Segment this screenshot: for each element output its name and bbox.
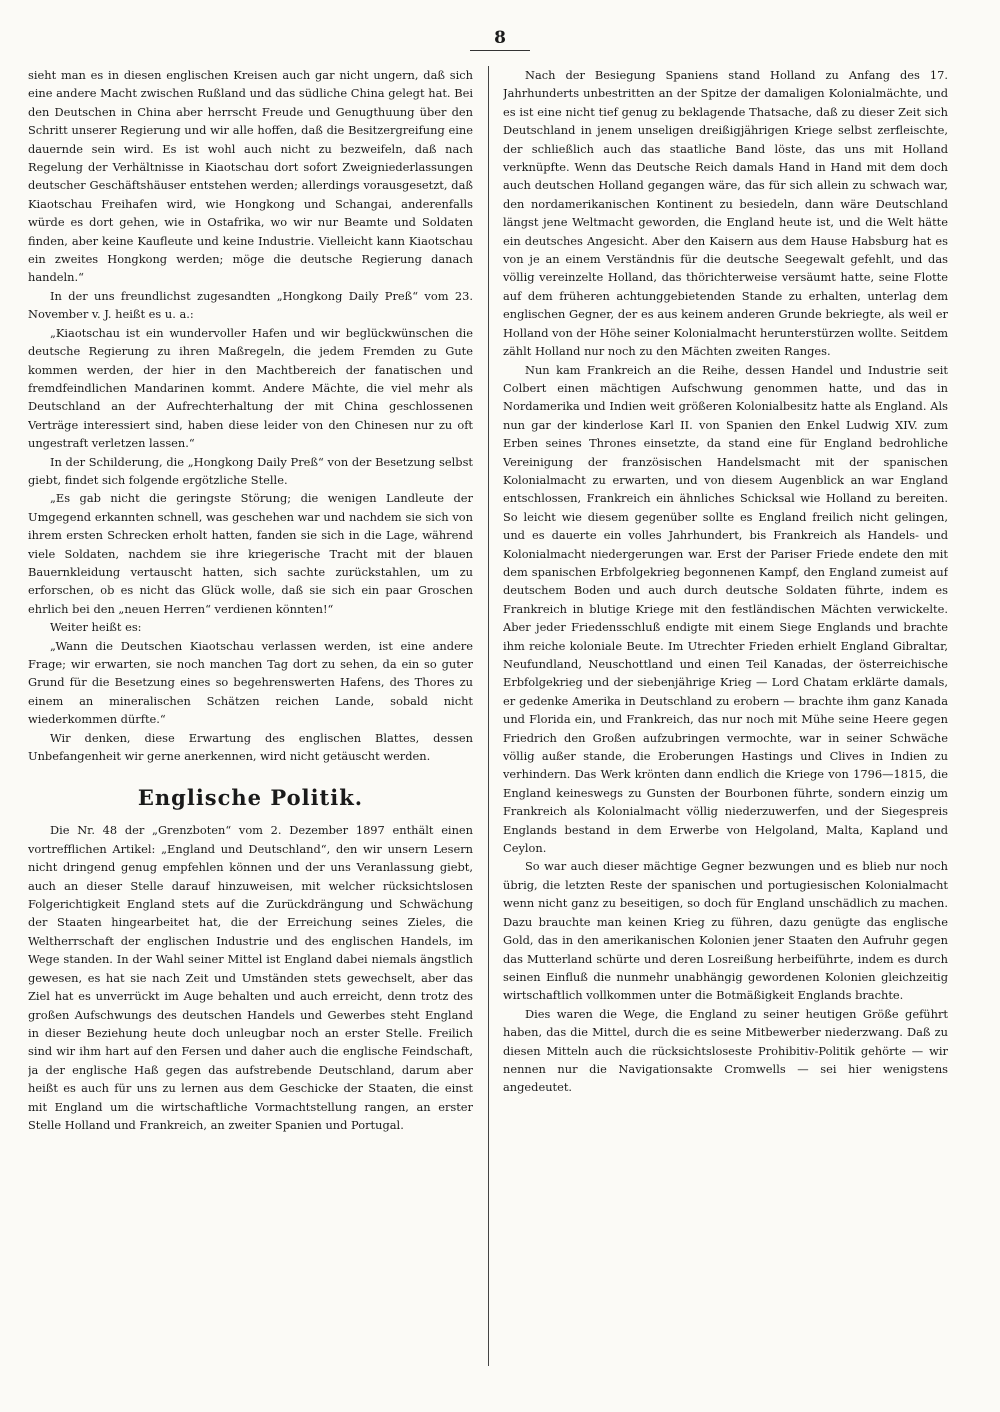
article-paragraph: Weiter heißt es:	[50, 620, 142, 635]
article-paragraph: So war auch dieser mächtige Gegner bezwungen und es blieb nur noch übrig, die letzten Reste der spanischen und portugiesischen Kolonialmacht wenn nicht ganz zu beseitigen, so doch für England unschädlich zu machen. Dazu brauchte man keinen Krieg zu führen, dazu genügte das englische Gold, das in den amerikanischen Kolonien jener Staaten den Aufruhr gegen das Mutterland schürte und deren Losreißung herbeiführte, indem es durch seinen Einfluß die nunmehr unabhängig gewordenen Kolonien gleichzeitig wirtschaftlich vollkommen unter die Botmäßigkeit Englands brachte.	[503, 859, 948, 1003]
left-column	[28, 66, 473, 1396]
article-paragraph: Wir denken, diese Erwartung des englischen Blattes, dessen Unbefangenheit wir gerne anerkennen, wird nicht getäuscht werden.	[28, 730, 473, 764]
section-heading: Englische Politik.	[137, 785, 364, 811]
quote-paragraph: „Wann die Deutschen Kiaotschau verlassen werden, ist eine andere Frage; wir erwarten, sie noch manchen Tag dort zu sehen, da ein so guter Grund für die Besetzung eines so begehrenswerten Hafens, des Thores zu einem an mineralischen Schätzen reichen Lande, sobald nicht wiederkommen dürfte.“	[28, 638, 473, 727]
quote-paragraph: „Es gab nicht die geringste Störung; die wenigen Landleute der Umgegend erkannten schnell, was geschehen war und nachdem sie sich von ihrem ersten Schrecken erholt hatten, fanden sie sich in die Lage, während viele Soldaten, nachdem sie ihre kriegerische Tracht mit der blauen Bauernkleidung vertauscht hatten, sich sachte zurückstahlen, um zu erforschen, ob es nicht das Glück wolle, daß sie sich ein paar Groschen ehrlich bei den „neuen Herren“ verdienen könnten!“	[28, 491, 473, 616]
quote-paragraph: „Kiaotschau ist ein wundervoller Hafen und wir beglückwünschen die deutsche Regierung zu ihren Maßregeln, die jedem Fremden zu Gute kommen werden, der hier in den Machtbereich der fanatischen und fremdfeindlichen Mandarinen kommt. Andere Mächte, die viel mehr als Deutschland an der Aufrechterhaltung der mit China geschlossenen Verträge interessiert sind, haben diese leider von den Chinesen nur zu oft ungestraft verletzen lassen.“	[28, 325, 473, 451]
article-paragraph: Die Nr. 48 der „Grenzboten“ vom 2. Dezember 1897 enthält einen vortrefflichen Artikel: „England und Deutschland“, den wir unsern Lesern nicht dringend genug empfehlen können und der uns Veranlassung giebt, auch an dieser Stelle darauf hinzuweisen, mit welcher rücksichtslosen Folgerichtigkeit England stets auf die Zurückdrängung und Schwächung der Staaten hingearbeitet hat, die der Erreichung seines Zieles, die Weltherrschaft der englischen Industrie und des englischen Handels, im Wege standen. In der Wahl seiner Mittel ist England dabei niemals ängstlich gewesen, es hat sie nach Zeit und Umständen stets gewechselt, aber das Ziel hat es unverrückt im Auge behalten und auch erreicht, denn trotz des großen Aufschwungs des deutschen Handels und Gewerbes steht England in dieser Beziehung heute doch unleugbar noch an erster Stelle. Freilich sind wir ihm hart auf den Fersen und daher auch die englische Feindschaft, ja der englische Haß gegen das aufstrebende Deutschland, darum aber heißt es auch für uns zu lernen aus dem Geschicke der Staaten, die einst mit England um die wirtschaftliche Vormachtstellung rangen, an erster Stelle Holland und Frankreich, an zweiter Spanien und Portugal.	[28, 823, 473, 1132]
article-paragraph: Dies waren die Wege, die England zu seiner heutigen Größe geführt haben, das die Mittel, durch die es seine Mitbewerber niederzwang. Daß zu diesen Mitteln auch die rücksichtsloseste Prohibitiv-Politik gehörte — wir nennen nur die Navigationsakte Cromwells — sei hier wenigstens angedeutet.	[503, 1006, 948, 1095]
article-paragraph: In der Schilderung, die „Hongkong Daily Preß“ von der Besetzung selbst giebt, findet sich folgende ergötzliche Stelle.	[28, 454, 473, 487]
page-number-rule	[470, 50, 530, 51]
article-paragraph: In der uns freundlichst zugesandten „Hongkong Daily Preß“ vom 23. November v. J. heißt es u. a.:	[28, 288, 473, 322]
article-paragraph: Nach der Besiegung Spaniens stand Holland zu Anfang des 17. Jahrhunderts unbestritten an der Spitze der damaligen Kolonialmächte, und es ist eine nicht tief genug zu beklagende Thatsache, daß zu dieser Zeit sich Deutschland in jenem unseligen dreißigjährigen Kriege selbst zerfleischte, der schließlich auch das staatliche Band löste, das uns mit Holland verknüpfte. Wenn das Deutsche Reich damals Hand in Hand mit dem doch auch deutschen Holland gegangen wäre, das für sich allein zu schwach war, den nordamerikanischen Kontinent zu besiedeln, dann wäre Deutschland längst jene Weltmacht geworden, die England heute ist, und die Welt hätte ein deutsches Angesicht. Aber den Kaisern aus dem Hause Habsburg hat es von je an einem Verständnis für die deutsche Seegewalt gefehlt, und das völlig vereinzelte Holland, das thörichterweise versäumt hatte, seine Flotte auf dem früheren achtunggebietenden Stande zu erhalten, unterlag dem englischen Gegner, der es aus keinem anderen Grunde bekriegte, als weil er Holland von der Höhe seiner Kolonialmacht herunterstürzen wollte. Seitdem zählt Holland nur noch zu den Mächten zweiten Ranges.	[503, 68, 948, 359]
right-column	[503, 66, 948, 1396]
page-number: 8	[494, 28, 506, 48]
column-divider	[488, 66, 489, 1366]
article-paragraph: sieht man es in diesen englischen Kreisen auch gar nicht ungern, daß sich eine andere Macht zwischen Rußland und das südliche China gelegt hat. Bei den Deutschen in China aber herrscht Freude und Genugthuung über den Schritt unserer Regierung und wir alle hoffen, daß die Besitzergreifung eine dauernde sein wird. Es ist wohl auch nicht zu bezweifeln, daß nach Regelung der Verhältnisse in Kiaotschau dort sofort Zweigniederlassungen deutscher Geschäftshäuser entstehen werden; allerdings vorausgesetzt, daß Kiaotschau Freihafen wird, wie Hongkong und Schangai, anderenfalls würde es dort gehen, wie in Ostafrika, wo wir nur Beamte und Soldaten finden, aber keine Kaufleute und keine Industrie. Vielleicht kann Kiaotschau ein zweites Hongkong werden; möge die deutsche Regierung danach handeln.“	[28, 68, 473, 285]
article-paragraph: Nun kam Frankreich an die Reihe, dessen Handel und Industrie seit Colbert einen mächtigen Aufschwung genommen hatte, und das in Nordamerika und Indien weit größeren Kolonialbesitz hatte als England. Als nun gar der kinderlose Karl II. von Spanien den Enkel Ludwig XIV. zum Erben seines Thrones einsetzte, da stand eine für England bedrohliche Vereinigung der französischen Handelsmacht mit der spanischen Kolonialmacht zu erwarten, und von diesem Augenblick an war England entschlossen, Frankreich ein ähnliches Schicksal wie Holland zu bereiten. So leicht wie diesem gegenüber sollte es England freilich nicht gelingen, und es dauerte ein volles Jahrhundert, bis Frankreich als Handels- und Kolonialmacht niedergerungen war. Erst der Pariser Friede endete den mit dem spanischen Erbfolgekrieg begonnenen Kampf, den England zumeist auf deutschem Boden und auch durch deutsche Soldaten führte, indem es Frankreich in blutige Kriege mit den festländischen Mächten verwickelte. Aber jeder Friedensschluß endigte mit einem Siege Englands und brachte ihm reiche koloniale Beute. Im Utrechter Frieden erhielt England Gibraltar, Neufundland, Neuschottland und einen Teil Kanadas, der österreichische Erbfolgekrieg und der siebenjährige Krieg — Lord Chatam erklärte damals, er gedenke Amerika in Deutschland zu erobern — brachte ihm ganz Kanada und Florida ein, und Frankreich, das nur noch mit Mühe seine Heere gegen Friedrich den Großen aufzubringen vermochte, war in seiner Schwäche völlig außer stande, die Eroberungen Hastings und Clives in Indien zu verhindern. Das Werk krönten dann endlich die Kriege von 1796—1815, die England keineswegs zu Gunsten der Bourbonen führte, sondern einzig um Frankreich als Kolonialmacht völlig niederzuwerfen, und der Siegespreis Englands bestand in dem Erwerbe von Helgoland, Malta, Kapland und Ceylon.	[503, 362, 948, 856]
